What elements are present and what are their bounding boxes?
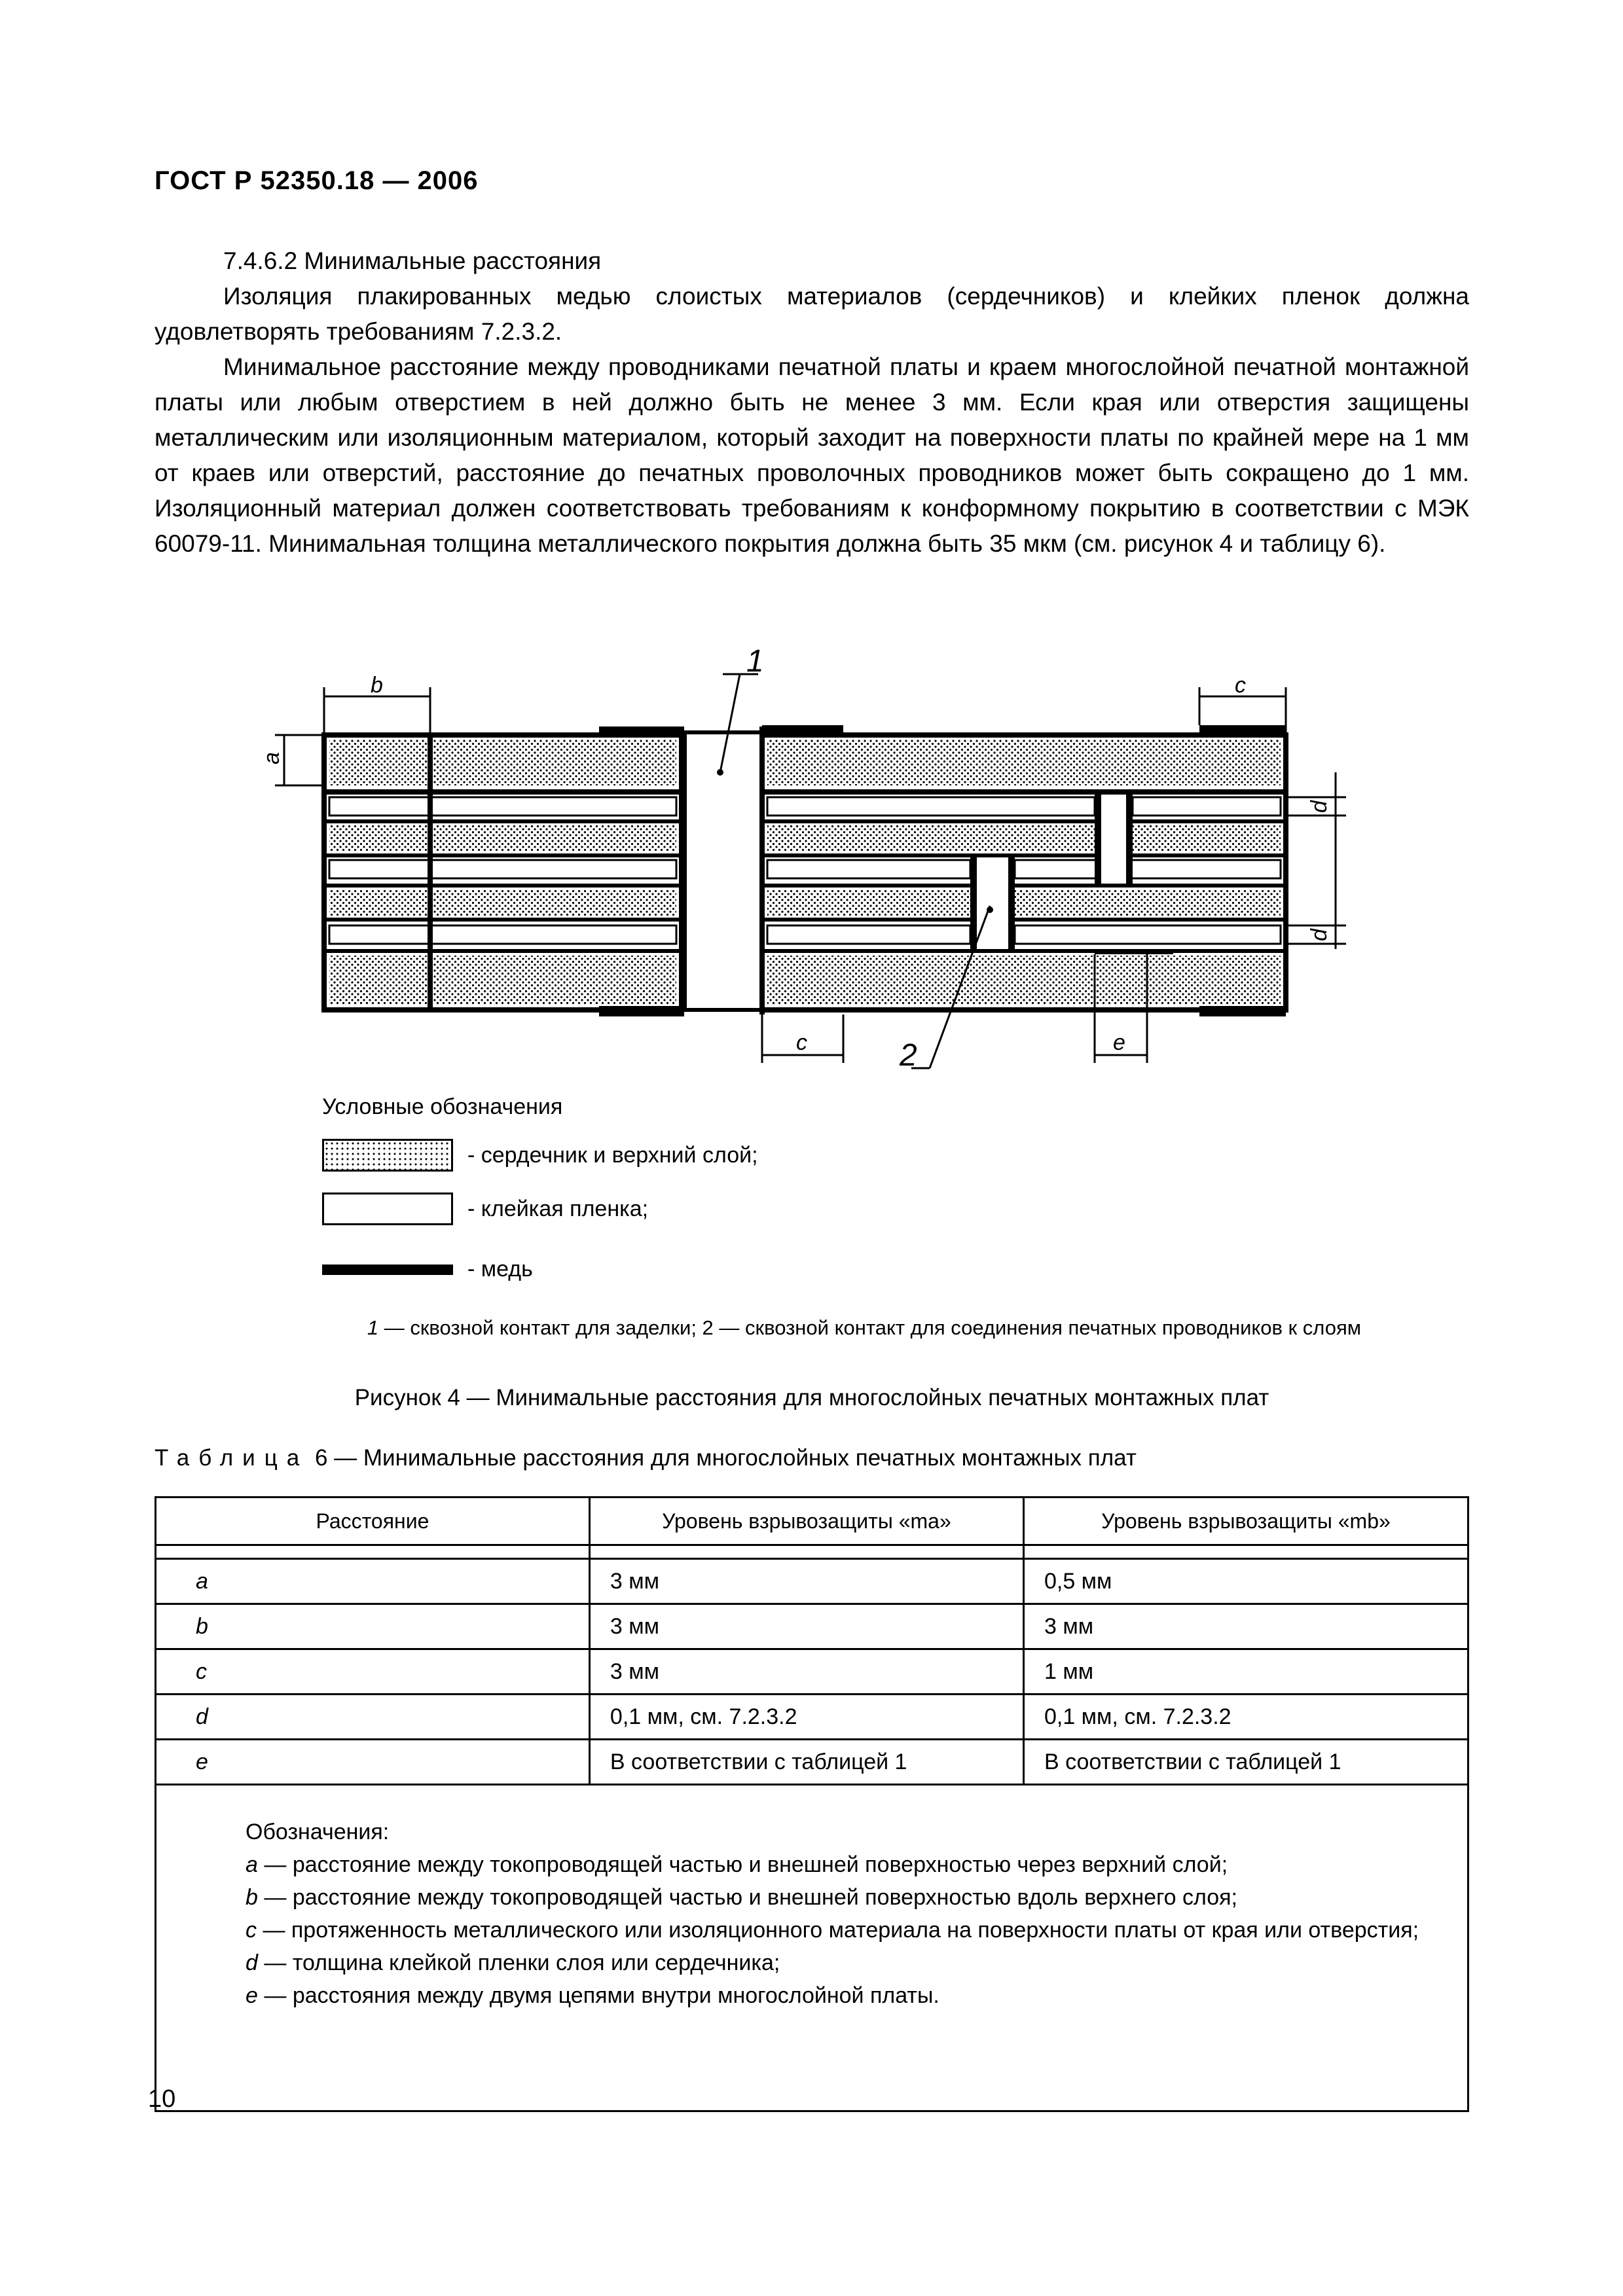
legend-film-label: - клейкая пленка; (467, 1196, 649, 1221)
note-symbol: c (246, 1918, 257, 1943)
figure-note (327, 1314, 1401, 1342)
row-mb: 0,1 мм, см. 7.2.3.2 (1023, 1695, 1468, 1740)
row-mb: В соответствии с таблицей 1 (1023, 1740, 1468, 1785)
board-right (762, 725, 1286, 1016)
dim-label-a: a (259, 752, 284, 764)
row-ma: В соответствии с таблицей 1 (589, 1740, 1023, 1785)
row-ma: 0,1 мм, см. 7.2.3.2 (589, 1695, 1023, 1740)
figure-note-text: — сквозной контакт для заделки; 2 — сквозной контакт для соединения печатных проводников к слоям (378, 1316, 1362, 1339)
document-header: ГОСТ Р 52350.18 — 2006 (155, 166, 479, 195)
note-symbol: b (246, 1885, 258, 1910)
legend-core-label: - сердечник и верхний слой; (467, 1143, 758, 1168)
section-heading: 7.4.6.2 Минимальные расстояния (223, 247, 602, 274)
dim-label-c-bottom: c (796, 1030, 807, 1055)
row-mb: 3 мм (1023, 1604, 1468, 1649)
row-ma: 3 мм (589, 1559, 1023, 1604)
distances-table (155, 1496, 1469, 2112)
note-symbol: d (246, 1950, 258, 1975)
callout-2: 2 (900, 1038, 917, 1073)
page-number: 10 (148, 2085, 176, 2113)
table-row (156, 1559, 1468, 1604)
note-text: — толщина клейкой пленки слоя или сердечника; (257, 1950, 780, 1975)
core-swatch (322, 1139, 453, 1172)
col-header-distance: Расстояние (156, 1498, 590, 1545)
row-symbol: d (156, 1695, 590, 1740)
paragraph-1: Изоляция плакированных медью слоистых материалов (сердечников) и клейких пленок должна удовлетворять требованиям 7.2.3.2. (155, 283, 1469, 345)
row-symbol: b (156, 1604, 590, 1649)
note-text: — протяженность металлического или изоляционного материала на поверхности платы от края или отверстия; (257, 1918, 1419, 1943)
row-mb: 0,5 мм (1023, 1559, 1468, 1604)
note-item (180, 1946, 1444, 1979)
dim-label-b: b (371, 673, 383, 698)
dim-label-d-top: d (1307, 800, 1332, 813)
table-notes (156, 1785, 1468, 2111)
note-item (180, 1848, 1444, 1881)
dim-label-d-bottom: d (1307, 929, 1332, 941)
row-symbol: c (156, 1649, 590, 1695)
legend-copper (322, 1253, 977, 1288)
via-1 (682, 726, 765, 1014)
note-item (180, 1979, 1444, 2012)
note-text: — расстояние между токопроводящей частью и внешней поверхностью через верхний слой; (257, 1852, 1228, 1877)
note-text: — расстояния между двумя цепями внутри многослойной платы. (257, 1983, 939, 2008)
table-caption-text: 6 — Минимальные расстояния для многослойных печатных монтажных плат (308, 1445, 1137, 1471)
table-row (156, 1695, 1468, 1740)
table-header-separator (156, 1545, 1468, 1559)
table-notes-row (156, 1785, 1468, 2111)
row-ma: 3 мм (589, 1604, 1023, 1649)
col-header-ma: Уровень взрывозащиты «ma» (589, 1498, 1023, 1545)
row-ma: 3 мм (589, 1649, 1023, 1695)
note-text: — расстояние между токопроводящей частью и внешней поверхностью вдоль верхнего слоя; (257, 1885, 1238, 1910)
note-item (180, 1881, 1444, 1914)
table-caption-prefix: Таблица (155, 1445, 309, 1471)
dim-label-c-top: c (1235, 673, 1246, 698)
table-row (156, 1604, 1468, 1649)
note-symbol: e (246, 1983, 258, 2008)
section-heading-block (155, 243, 1469, 350)
col-header-mb: Уровень взрывозащиты «mb» (1023, 1498, 1468, 1545)
table-row (156, 1649, 1468, 1695)
copper-swatch (322, 1265, 453, 1275)
notes-title: Обозначения: (246, 1820, 390, 1844)
legend-film (322, 1193, 977, 1228)
row-symbol: a (156, 1559, 590, 1604)
legend-title: Условные обозначения (322, 1094, 563, 1119)
note-symbol: a (246, 1852, 258, 1877)
figure-caption: Рисунок 4 — Минимальные расстояния для многослойных печатных монтажных плат (354, 1385, 1269, 1410)
row-symbol: e (156, 1740, 590, 1785)
row-mb: 1 мм (1023, 1649, 1468, 1695)
table-row (156, 1740, 1468, 1785)
table-header-row (156, 1498, 1468, 1545)
dim-label-e: e (1113, 1030, 1125, 1055)
callout-1: 1 (746, 644, 764, 679)
figure-note-num: 1 (367, 1316, 379, 1339)
legend-copper-label: - медь (467, 1257, 533, 1282)
figure-4-diagram (249, 628, 1401, 1113)
table-caption (155, 1445, 1137, 1471)
film-swatch (322, 1193, 453, 1225)
legend-core (322, 1139, 977, 1174)
board-left (324, 726, 684, 1016)
paragraph-2: Минимальное расстояние между проводниками печатной платы и краем многослойной печатной монтажной платы или любым отверстием в ней должно быть не менее 3 мм. Если края или отверстия защищены металлическим или изоляционным материалом, который заходит на поверхности платы по крайней мере на 1 мм от краев или отверстий, расстояние до печатных проволочных проводников может быть сокращено до 1 мм. Изоляционный материал должен соответствовать требованиям к конформному покрытию в соответствии с МЭК 60079-11. Минимальная толщина металлического покрытия должна быть 35 мкм (см. рисунок 4 и таблицу 6). (155, 353, 1469, 557)
note-item (180, 1914, 1444, 1946)
